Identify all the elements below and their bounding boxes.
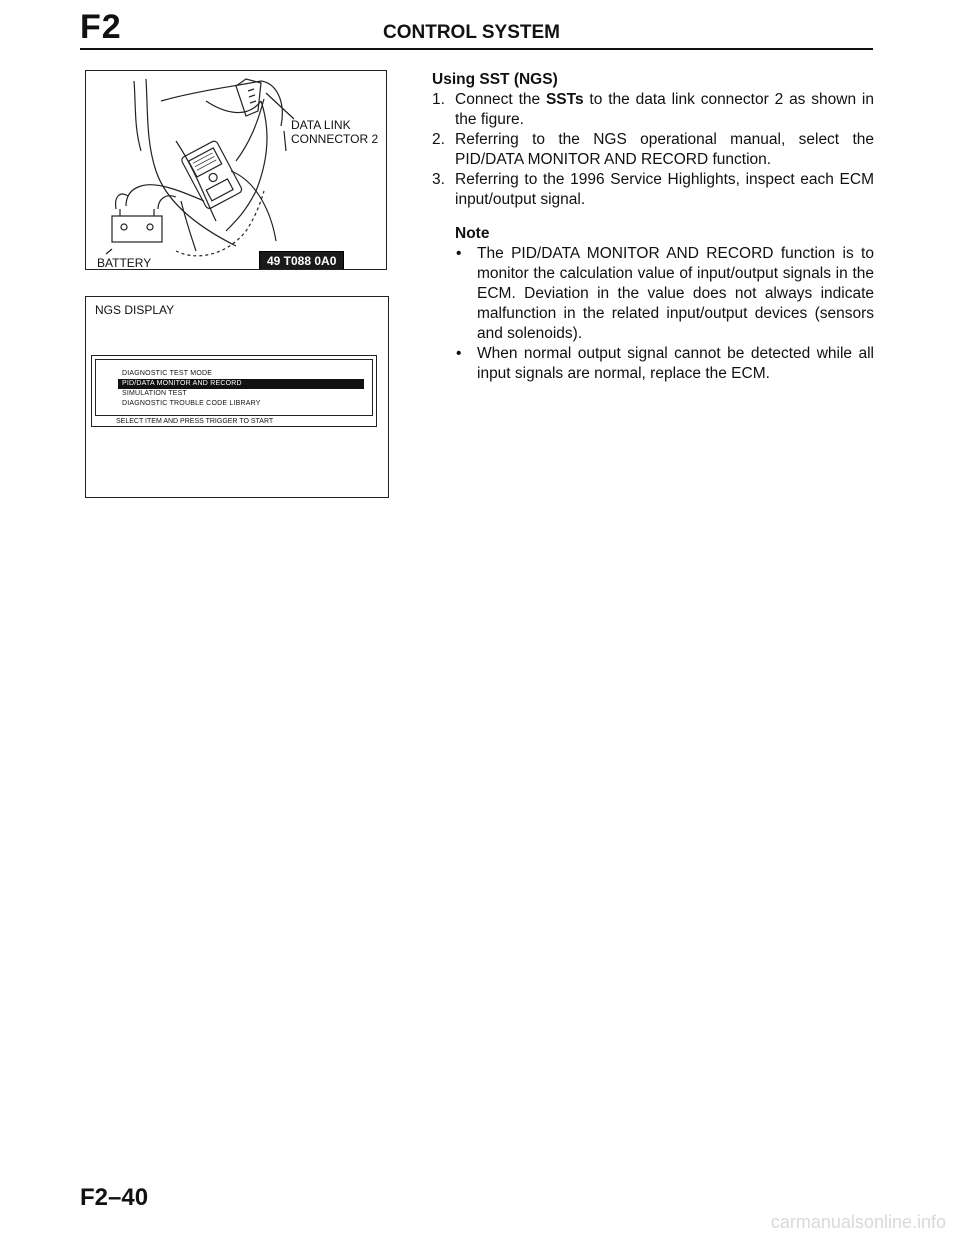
- instructions: [432, 70, 874, 384]
- ngs-display-figure: [85, 296, 389, 498]
- battery-label: BATTERY: [97, 256, 152, 270]
- note-item-2: [432, 344, 874, 384]
- data-link-connector-label: [291, 118, 386, 146]
- connection-illustration: [86, 71, 387, 270]
- ngs-menu: [95, 359, 373, 416]
- note-text: When normal output signal cannot be detected while all input signals are normal, replace the ECM.: [477, 345, 874, 382]
- note-text: The PID/DATA MONITOR AND RECORD function is to monitor the calculation value of input/output signals in the ECM. Deviation in the value does not always indicate malfunction in the related input/output devices (sensors and solenoids).: [477, 245, 874, 342]
- menu-item-dtc-library: DIAGNOSTIC TROUBLE CODE LIBRARY: [122, 400, 261, 407]
- step-1: [432, 90, 874, 130]
- menu-item-pid-data-monitor: PID/DATA MONITOR AND RECORD: [118, 379, 364, 389]
- page-number: F2–40: [80, 1184, 149, 1211]
- note-item-1: [432, 244, 874, 344]
- section-heading: Using SST (NGS): [432, 71, 558, 88]
- bullet-icon: •: [456, 345, 462, 362]
- sst-connection-figure: [85, 70, 387, 270]
- step-3: [432, 170, 874, 210]
- watermark: carmanualsonline.info: [770, 1212, 946, 1232]
- step-text-pre: Connect the: [455, 91, 546, 108]
- header-rule: [80, 48, 873, 50]
- bullet-icon: •: [456, 245, 462, 262]
- step-number: 2.: [432, 131, 445, 148]
- step-text: Referring to the 1996 Service Highlights, inspect each ECM input/output signal.: [455, 171, 874, 208]
- menu-item-diagnostic-test-mode: DIAGNOSTIC TEST MODE: [122, 370, 213, 377]
- ngs-display-title: NGS DISPLAY: [95, 303, 175, 317]
- step-text-post: to the data link connector 2 as shown in the figure.: [455, 91, 874, 128]
- menu-item-simulation-test: SIMULATION TEST: [122, 390, 187, 397]
- step-2: [432, 130, 874, 170]
- tool-number-badge: 49 T088 0A0: [259, 251, 344, 270]
- step-number: 1.: [432, 91, 445, 108]
- step-text: Referring to the NGS operational manual, select the PID/DATA MONITOR AND RECORD function.: [455, 131, 874, 168]
- page-title: CONTROL SYSTEM: [383, 22, 560, 43]
- ngs-footer-prompt: SELECT ITEM AND PRESS TRIGGER TO START: [116, 418, 274, 425]
- step-text-bold: SSTs: [545, 91, 584, 108]
- connector-label-line-2: CONNECTOR 2: [291, 132, 379, 146]
- ngs-screen: [91, 355, 377, 427]
- section-code: F2: [80, 8, 122, 46]
- note-heading: Note: [455, 225, 490, 242]
- connector-label-line-1: DATA LINK: [291, 118, 351, 132]
- step-number: 3.: [432, 171, 445, 188]
